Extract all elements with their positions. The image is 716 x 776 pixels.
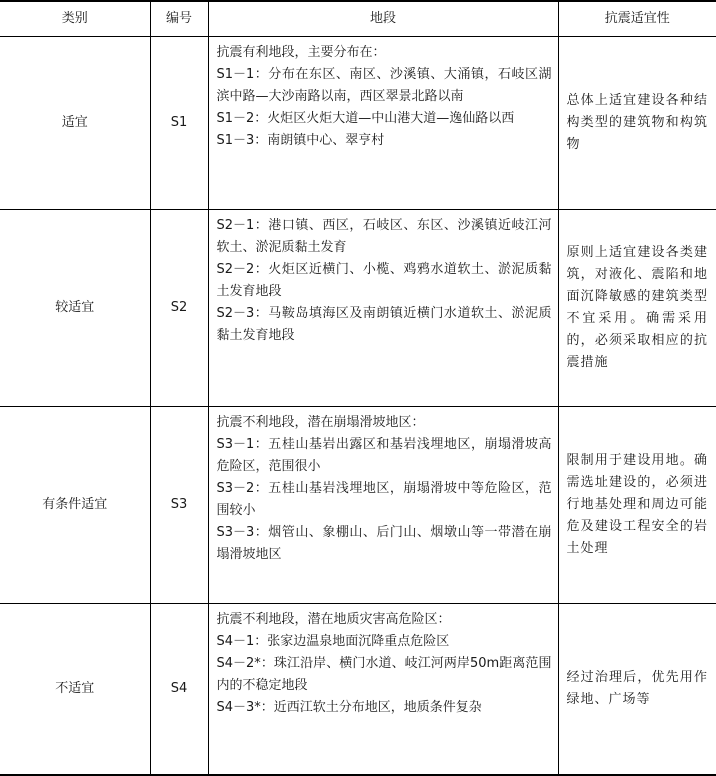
segment-line: S3－2：五桂山基岩浅埋地区，崩塌滑坡中等危险区，范围较小 bbox=[216, 481, 552, 518]
category-cell: 适宜 bbox=[0, 37, 150, 210]
segment-line: S1－3：南朗镇中心、翠亨村 bbox=[216, 133, 385, 148]
segment-cell bbox=[208, 37, 558, 210]
segment-line: S1－1：分布在东区、南区、沙溪镇、大涌镇，石岐区湖滨中路—大沙南路以南，西区翠景北路以南 bbox=[216, 67, 552, 104]
segment-line: 抗震有利地段，主要分布在： bbox=[216, 45, 386, 60]
code-cell: S3 bbox=[150, 407, 208, 604]
header-suitability: 抗震适宜性 bbox=[558, 1, 716, 37]
category-cell: 不适宜 bbox=[0, 604, 150, 776]
table-row bbox=[0, 407, 716, 604]
table-row bbox=[0, 604, 716, 776]
segment-line: S3－1：五桂山基岩出露区和基岩浅埋地区，崩塌滑坡高危险区，范围很小 bbox=[216, 437, 552, 474]
code-cell: S4 bbox=[150, 604, 208, 776]
segment-line: S2－3：马鞍岛填海区及南朗镇近横门水道软土、淤泥质黏土发育地段 bbox=[216, 306, 552, 343]
segment-line: 抗震不利地段，潜在地质灾害高危险区： bbox=[216, 612, 451, 627]
segment-line: 抗震不利地段，潜在崩塌滑坡地区： bbox=[216, 415, 425, 430]
header-segment: 地段 bbox=[208, 1, 558, 37]
table-row bbox=[0, 210, 716, 407]
segment-line: S1－2：火炬区火炬大道—中山港大道—逸仙路以西 bbox=[216, 111, 515, 126]
category-cell: 较适宜 bbox=[0, 210, 150, 407]
segment-line: S4－1：张家边温泉地面沉降重点危险区 bbox=[216, 634, 450, 649]
segment-line: S2－1：港口镇、西区，石岐区、东区、沙溪镇近岐江河软土、淤泥质黏土发育 bbox=[216, 218, 552, 255]
segment-line: S4－2*：珠江沿岸、横门水道、岐江河两岸50m距离范围内的不稳定地段 bbox=[216, 656, 552, 693]
segment-cell bbox=[208, 604, 558, 776]
table-row bbox=[0, 37, 716, 210]
category-cell: 有条件适宜 bbox=[0, 407, 150, 604]
segment-cell bbox=[208, 407, 558, 604]
segment-line: S3－3：烟管山、象棚山、后门山、烟墩山等一带潜在崩塌滑坡地区 bbox=[216, 525, 552, 562]
segment-cell bbox=[208, 210, 558, 407]
header-category: 类别 bbox=[0, 1, 150, 37]
code-cell: S2 bbox=[150, 210, 208, 407]
suitability-cell: 经过治理后，优先用作绿地、广场等 bbox=[558, 604, 716, 776]
header-code: 编号 bbox=[150, 1, 208, 37]
suitability-cell: 限制用于建设用地。确需选址建设的，必须进行地基处理和周边可能危及建设工程安全的岩土处理 bbox=[558, 407, 716, 604]
suitability-cell: 总体上适宜建设各种结构类型的建筑物和构筑物 bbox=[558, 37, 716, 210]
segment-line: S2－2：火炬区近横门、小榄、鸡鸦水道软土、淤泥质黏土发育地段 bbox=[216, 262, 552, 299]
code-cell: S1 bbox=[150, 37, 208, 210]
suitability-cell: 原则上适宜建设各类建筑，对液化、震陷和地面沉降敏感的建筑类型不宜采用。确需采用的，必须采取相应的抗震措施 bbox=[558, 210, 716, 407]
header-row bbox=[0, 1, 716, 37]
segment-line: S4－3*：近西江软土分布地区，地质条件复杂 bbox=[216, 700, 482, 715]
